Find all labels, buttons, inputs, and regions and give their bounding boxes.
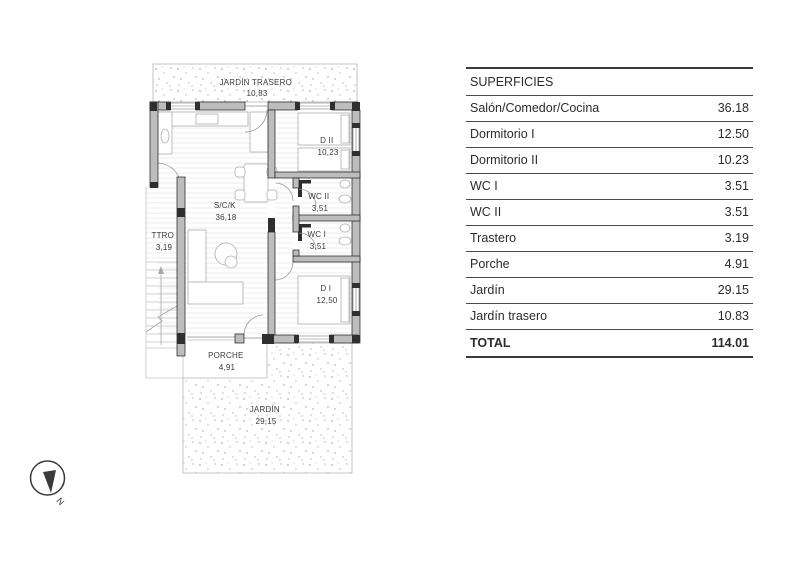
row-value: 3.19: [724, 231, 749, 245]
row-value: 3.51: [724, 179, 749, 193]
compass-north-label: N: [54, 495, 67, 508]
table-total-row: [466, 330, 753, 356]
row-value: 10.23: [717, 153, 749, 167]
table-row: [466, 278, 753, 304]
compass: [31, 461, 67, 507]
row-value: 36.18: [717, 101, 749, 115]
row-label: Dormitorio II: [470, 153, 539, 167]
row-label: WC II: [470, 205, 502, 219]
table-row: [466, 200, 753, 226]
total-value: 114.01: [711, 336, 749, 350]
label-porche: PORCHE 4,91: [208, 351, 244, 372]
table-row: [466, 96, 753, 122]
row-label: Jardín: [470, 283, 505, 297]
label-jardin: JARDÍN 29,15: [249, 405, 280, 426]
row-value: 4.91: [724, 257, 749, 271]
label-sck: S/C/K 36,18: [213, 201, 237, 222]
row-label: Jardín trasero: [470, 309, 548, 323]
total-label: TOTAL: [470, 336, 511, 350]
label-trastero: TTRO 3,19: [151, 231, 175, 252]
label-wc1: WC I 3,51: [307, 230, 327, 251]
surfaces-table: [466, 67, 753, 358]
row-label: Dormitorio I: [470, 127, 535, 141]
table-row: [466, 148, 753, 174]
compass-needle: [43, 470, 56, 493]
table-row: [466, 304, 753, 330]
label-jardin-trasero: JARDÍN TRASERO 10,83: [219, 78, 293, 98]
row-label: Salón/Comedor/Cocina: [470, 101, 600, 115]
row-value: 10.83: [717, 309, 749, 323]
surfaces-table-header: SUPERFICIES: [466, 69, 753, 96]
row-label: Porche: [470, 257, 510, 271]
row-value: 12.50: [717, 127, 749, 141]
row-label: Trastero: [470, 231, 517, 245]
row-value: 29.15: [717, 283, 749, 297]
label-dormitorio-2: D II 10,23: [317, 136, 339, 157]
table-row: [466, 252, 753, 278]
table-row: [466, 174, 753, 200]
label-wc2: WC II 3,51: [308, 192, 330, 213]
label-dormitorio-1: D I 12,50: [316, 284, 338, 305]
table-row: [466, 122, 753, 148]
row-value: 3.51: [724, 205, 749, 219]
row-label: WC I: [470, 179, 498, 193]
table-row: [466, 226, 753, 252]
